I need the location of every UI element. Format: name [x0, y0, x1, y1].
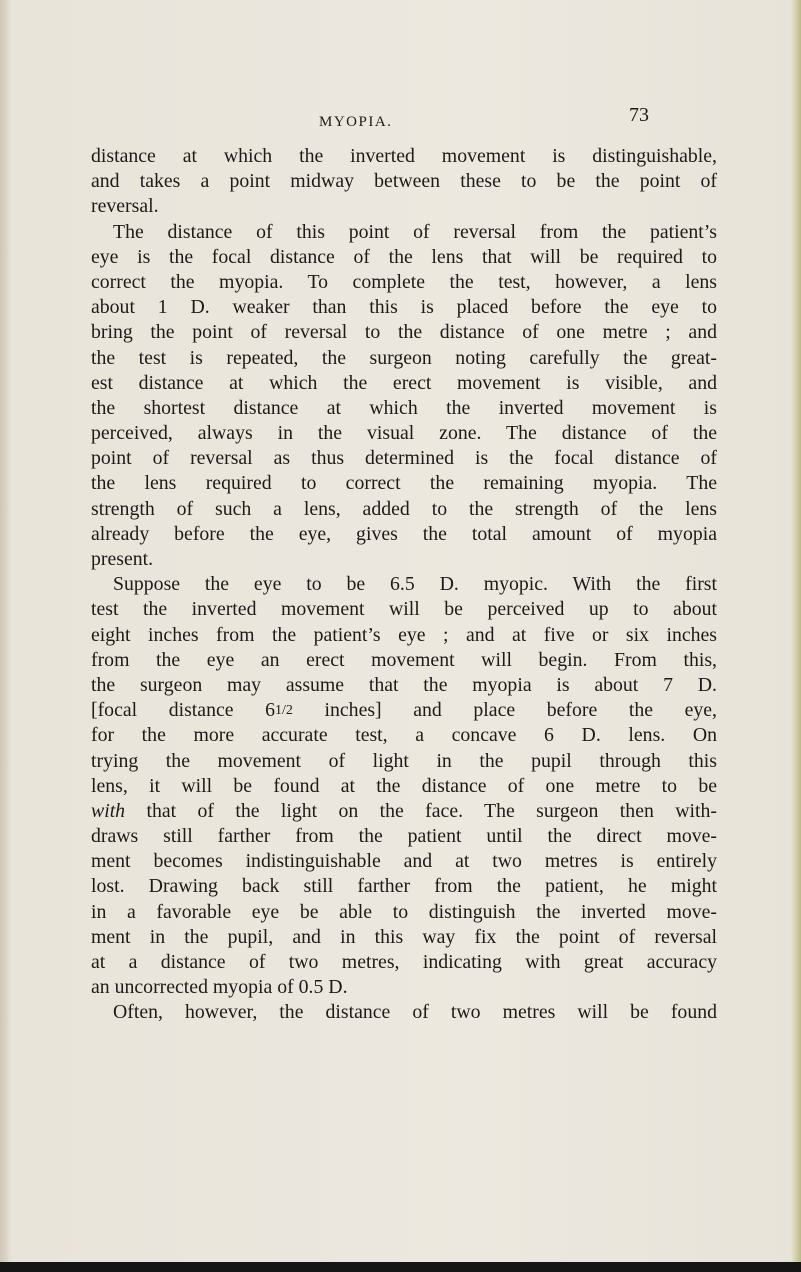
text-line: correct the myopia. To complete the test, however, a lens: [91, 270, 717, 293]
text-line: for the more accurate test, a concave 6 D. lens. On: [91, 724, 717, 747]
text-fragment: that of the light on the face. The surgeon then with-: [125, 799, 717, 822]
paragraph-start-line: Often, however, the distance of two metres will be found: [113, 1001, 717, 1024]
text-line: eight inches from the patient’s eye ; and at five or six inches: [91, 623, 717, 646]
text-line: lens, it will be found at the distance of one metre to be: [91, 774, 717, 797]
text-line: ment becomes indistinguishable and at two metres is entirely: [91, 850, 717, 873]
running-title: MYOPIA.: [319, 114, 393, 130]
text-line: est distance at which the erect movement is visible, and: [91, 371, 717, 394]
scan-border: [0, 1262, 801, 1272]
body-text: [91, 144, 717, 1026]
paragraph-start-line: The distance of this point of reversal from the patient’s: [113, 220, 717, 243]
text-line: the test is repeated, the surgeon noting carefully the great-: [91, 346, 717, 369]
page-edge: [791, 0, 801, 1272]
text-line: the shortest distance at which the inverted movement is: [91, 396, 717, 419]
text-line: at a distance of two metres, indicating with great accuracy: [91, 951, 717, 973]
paragraph-start-line: Suppose the eye to be 6.5 D. myopic. With the first: [113, 573, 717, 596]
text-line: [91, 799, 717, 824]
page-number: 73: [629, 104, 649, 126]
gutter-shadow: [0, 0, 10, 1272]
italic-word: with: [91, 799, 126, 822]
text-line: already before the eye, gives the total amount of myopia: [91, 522, 717, 545]
text-line: ment in the pupil, and in this way fix the point of reversal: [91, 925, 717, 948]
text-line: the lens required to correct the remaining myopia. The: [91, 472, 717, 495]
text-line: draws still farther from the patient until the direct move-: [91, 825, 717, 848]
text-line: point of reversal as thus determined is the focal distance of: [91, 447, 717, 470]
text-line: distance at which the inverted movement is distinguishable,: [91, 145, 717, 167]
text-line: perceived, always in the visual zone. The distance of the: [91, 422, 717, 445]
text-line: present.: [91, 548, 154, 570]
text-line: test the inverted movement will be perceived up to about: [91, 598, 717, 621]
running-header: [0, 104, 801, 136]
text-line: bring the point of reversal to the distance of one metre ; and: [91, 321, 717, 344]
text-line: from the eye an erect movement will begin. From this,: [91, 648, 717, 671]
text-line: eye is the focal distance of the lens that will be required to: [91, 245, 717, 268]
fraction: 1/2: [275, 703, 293, 719]
text-line: and takes a point midway between these to be the point of: [91, 170, 717, 193]
text-line: in a favorable eye be able to distinguish the inverted move-: [91, 900, 717, 923]
text-line: an uncorrected myopia of 0.5 D.: [91, 976, 348, 999]
text-line: lost. Drawing back still farther from the patient, he might: [91, 875, 717, 898]
text-line: strength of such a lens, added to the strength of the lens: [91, 497, 717, 520]
text-line: the surgeon may assume that the myopia is about 7 D.: [91, 673, 717, 696]
text-line: about 1 D. weaker than this is placed before the eye to: [91, 296, 717, 319]
text-line: reversal.: [91, 195, 159, 218]
text-fragment: inches] and place before the eye,: [292, 699, 717, 722]
text-line: [91, 698, 717, 723]
text-line: trying the movement of light in the pupil through this: [91, 749, 717, 772]
text-fragment: [focal distance 6: [91, 699, 276, 722]
